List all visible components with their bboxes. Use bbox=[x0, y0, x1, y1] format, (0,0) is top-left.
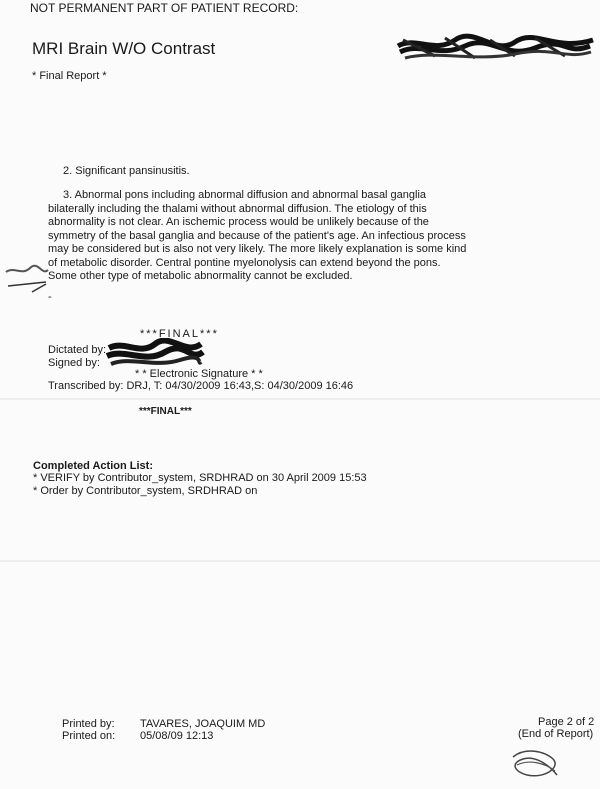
action-item: * VERIFY by Contributor_system, SRDHRAD on 30 April 2009 15:53 bbox=[33, 472, 367, 484]
dictated-by-label: Dictated by: bbox=[48, 344, 107, 356]
report-status: * Final Report * bbox=[32, 70, 107, 82]
margin-scribble bbox=[2, 262, 52, 298]
printed-on-value: 05/08/09 12:13 bbox=[140, 730, 214, 742]
redacted-patient-name bbox=[395, 32, 595, 66]
finding-item-2: 2. Significant pansinusitis. bbox=[63, 165, 190, 177]
page-title: MRI Brain W/O Contrast bbox=[32, 39, 216, 58]
end-of-report: (End of Report) bbox=[518, 728, 594, 740]
printed-by-value: TAVARES, JOAQUIM MD bbox=[140, 718, 266, 730]
redacted-signature bbox=[105, 338, 205, 370]
scan-artifact bbox=[0, 560, 600, 562]
printed-on-label: Printed on: bbox=[62, 730, 116, 742]
header-note: NOT PERMANENT PART OF PATIENT RECORD: bbox=[30, 1, 299, 15]
corner-scribble bbox=[505, 745, 565, 785]
final-marker: ***FINAL*** bbox=[140, 328, 219, 340]
scan-artifact bbox=[0, 398, 600, 400]
electronic-signature: * * Electronic Signature * * bbox=[135, 368, 263, 380]
completed-action-list-title: Completed Action List: bbox=[33, 460, 153, 472]
printed-by-label: Printed by: bbox=[62, 718, 115, 730]
finding-item-3: 3. Abnormal pons including abnormal diffusion and abnormal basal ganglia bilaterally including the thalami without abnormal diffusion. The etiology of this abnormality is not clear. An ischemic process would be unlikely because of the symmetry of the basal ganglia and because of the patient's age. An infectious process may be considered but is also not very likely. The more likely explanation is some kind of metabolic disorder. Central pontine myelonolysis can extend beyond the pons. Some other type of metabolic abnormality cannot be excluded. bbox=[48, 189, 467, 282]
page-number: Page 2 of 2 bbox=[538, 716, 595, 728]
signed-by-label: Signed by: bbox=[48, 357, 100, 369]
final-marker-2: ***FINAL*** bbox=[139, 406, 192, 417]
action-item: * Order by Contributor_system, SRDHRAD on bbox=[33, 485, 258, 497]
transcribed-by: Transcribed by: DRJ, T: 04/30/2009 16:43,S: 04/30/2009 16:46 bbox=[48, 380, 354, 392]
dash-marker: - bbox=[48, 291, 52, 303]
